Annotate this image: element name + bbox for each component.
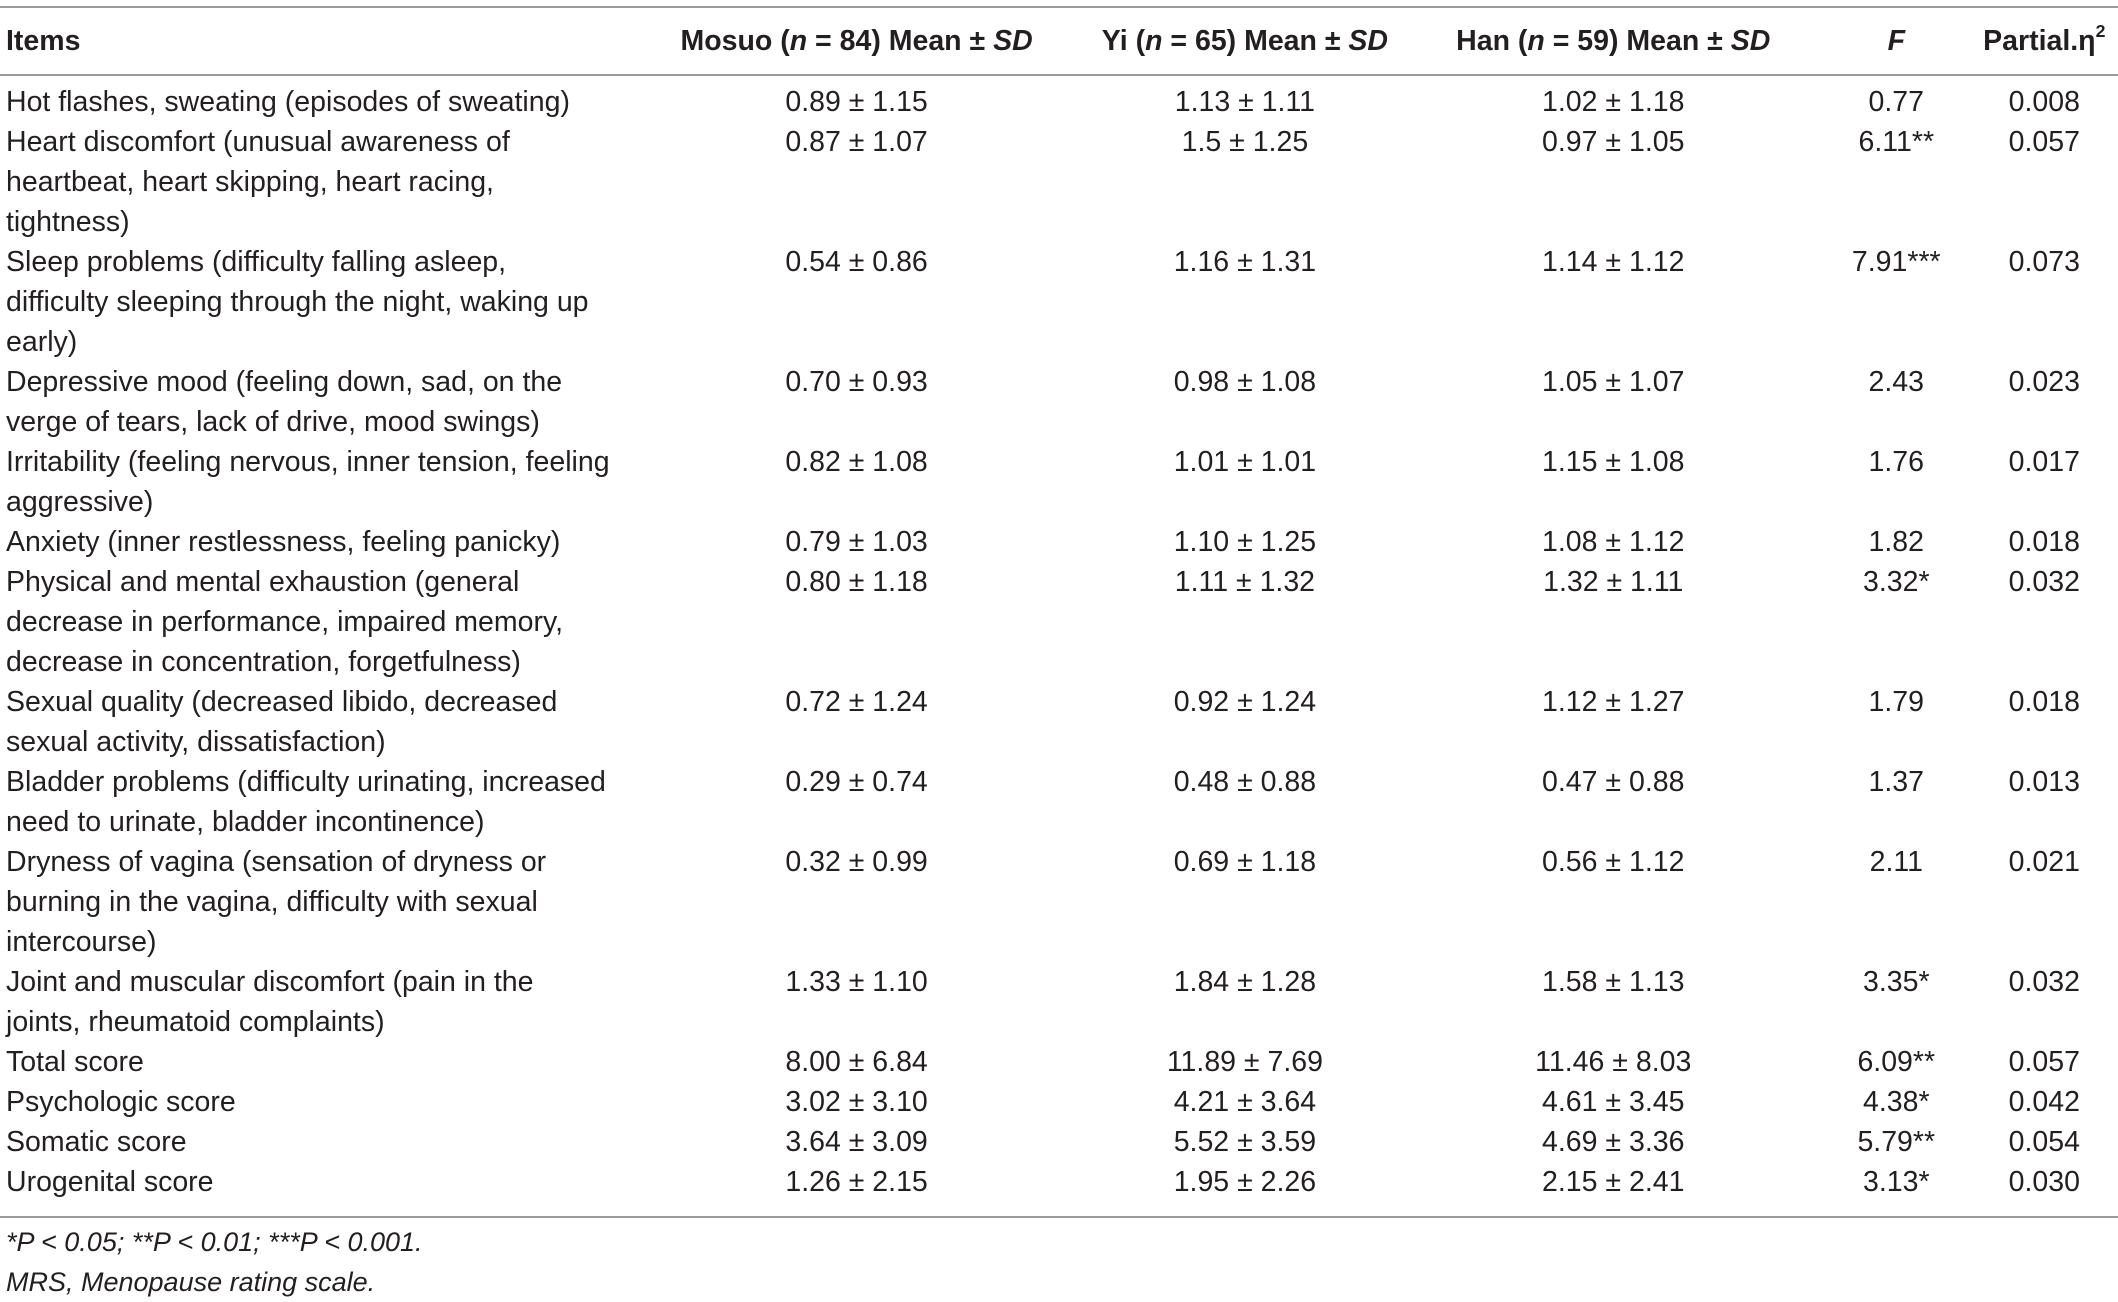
cell-partial-eta: 0.073 [2008, 246, 2080, 278]
cell-item: Somatic score [6, 1126, 187, 1158]
cell-mosuo: 0.54 ± 0.86 [785, 246, 928, 278]
cell-yi: 0.92 ± 1.24 [1173, 686, 1317, 718]
cell-f: 6.11** [1858, 126, 1935, 158]
header-items: Items [6, 25, 81, 57]
cell-item: Psychologic score [6, 1086, 236, 1118]
cell-partial-eta: 0.018 [2008, 686, 2080, 718]
cell-mosuo: 0.82 ± 1.08 [785, 446, 928, 478]
header-f: F [1887, 25, 1905, 57]
cell-partial-eta: 0.042 [2008, 1086, 2080, 1118]
cell-yi: 1.16 ± 1.31 [1173, 246, 1317, 278]
cell-mosuo: 3.64 ± 3.09 [785, 1126, 928, 1158]
table-header [0, 7, 2118, 75]
cell-han: 11.46 ± 8.03 [1535, 1046, 1692, 1078]
cell-item: Total score [6, 1046, 144, 1078]
cell-f: 3.32* [1862, 566, 1930, 598]
cell-item: Anxiety (inner restlessness, feeling panicky) [6, 526, 561, 558]
cell-han: 4.69 ± 3.36 [1542, 1126, 1685, 1158]
cell-item: Irritability (feeling nervous, inner tension, feeling aggressive) [6, 446, 610, 518]
table-bottom-rule [0, 1216, 2118, 1218]
cell-f: 3.35* [1862, 966, 1930, 998]
cell-partial-eta: 0.013 [2008, 766, 2080, 798]
cell-mosuo: 0.72 ± 1.24 [785, 686, 928, 718]
cell-yi: 4.21 ± 3.64 [1173, 1086, 1317, 1118]
cell-han: 1.15 ± 1.08 [1542, 446, 1685, 478]
cell-yi: 5.52 ± 3.59 [1173, 1126, 1317, 1158]
cell-han: 1.32 ± 1.11 [1543, 566, 1684, 598]
cell-item: Sleep problems (difficulty falling asleep, difficulty sleeping through the night, waking up early) [6, 246, 589, 358]
cell-han: 0.47 ± 0.88 [1542, 766, 1685, 798]
cell-yi: 1.95 ± 2.26 [1173, 1166, 1317, 1198]
cell-partial-eta: 0.017 [2008, 446, 2080, 478]
cell-han: 1.05 ± 1.07 [1542, 366, 1685, 398]
cell-mosuo: 0.32 ± 0.99 [785, 846, 928, 878]
cell-partial-eta: 0.057 [2008, 126, 2080, 158]
cell-mosuo: 3.02 ± 3.10 [785, 1086, 928, 1118]
cell-partial-eta: 0.008 [2008, 86, 2080, 118]
cell-item: Joint and muscular discomfort (pain in the joints, rheumatoid complaints) [6, 966, 534, 1038]
footnote-significance: *P < 0.05; **P < 0.01; ***P < 0.001. [6, 1227, 423, 1257]
cell-partial-eta: 0.030 [2008, 1166, 2080, 1198]
header-han: Han (n = 59) Mean ± SD [1456, 25, 1771, 57]
cell-f: 1.76 [1868, 446, 1925, 478]
table-row [0, 75, 2118, 122]
cell-f: 0.77 [1868, 86, 1925, 118]
table-row [0, 562, 2118, 682]
table-row [0, 1122, 2118, 1162]
cell-f: 6.09** [1857, 1046, 1936, 1078]
cell-partial-eta: 0.032 [2008, 566, 2080, 598]
table-body [0, 75, 2118, 1216]
cell-f: 2.43 [1868, 366, 1925, 398]
cell-f: 1.37 [1868, 766, 1925, 798]
cell-item: Depressive mood (feeling down, sad, on the verge of tears, lack of drive, mood swings) [6, 366, 563, 438]
cell-mosuo: 8.00 ± 6.84 [785, 1046, 928, 1078]
cell-item: Sexual quality (decreased libido, decreased sexual activity, dissatisfaction) [6, 686, 558, 758]
cell-mosuo: 0.87 ± 1.07 [785, 126, 928, 158]
cell-han: 1.58 ± 1.13 [1542, 966, 1685, 998]
table-row [0, 242, 2118, 362]
cell-partial-eta: 0.018 [2008, 526, 2080, 558]
cell-han: 4.61 ± 3.45 [1542, 1086, 1685, 1118]
table-footnotes [6, 1222, 423, 1302]
cell-yi: 1.84 ± 1.28 [1173, 966, 1317, 998]
cell-mosuo: 0.80 ± 1.18 [785, 566, 928, 598]
cell-mosuo: 0.79 ± 1.03 [785, 526, 928, 558]
header-partial-eta: $Partial.\eta^2$ [1983, 20, 2106, 57]
cell-partial-eta: 0.023 [2008, 366, 2080, 398]
cell-mosuo: 0.70 ± 0.93 [785, 366, 928, 398]
cell-item: Heart discomfort (unusual awareness of heartbeat, heart skipping, heart racing, tightness) [6, 126, 510, 238]
cell-yi: 1.11 ± 1.32 [1174, 566, 1316, 598]
cell-han: 0.97 ± 1.05 [1542, 126, 1685, 158]
cell-han: 1.14 ± 1.12 [1542, 246, 1685, 278]
cell-f: 1.79 [1868, 686, 1925, 718]
cell-yi: 0.48 ± 0.88 [1173, 766, 1317, 798]
cell-f: 3.13* [1862, 1166, 1930, 1198]
cell-yi: 0.98 ± 1.08 [1173, 366, 1317, 398]
cell-partial-eta: 0.054 [2008, 1126, 2080, 1158]
cell-item: Hot flashes, sweating (episodes of sweating) [6, 86, 570, 118]
cell-partial-eta: 0.057 [2008, 1046, 2080, 1078]
cell-yi: 1.5 ± 1.25 [1181, 126, 1309, 158]
header-yi: Yi (n = 65) Mean ± SD [1101, 25, 1388, 57]
header-row [0, 7, 2118, 75]
cell-yi: 1.01 ± 1.01 [1173, 446, 1317, 478]
cell-han: 1.02 ± 1.18 [1542, 86, 1685, 118]
table-row [0, 442, 2118, 522]
cell-mosuo: 1.26 ± 2.15 [785, 1166, 928, 1198]
table-row [0, 122, 2118, 242]
header-mosuo: Mosuo (n = 84) Mean ± SD [680, 25, 1033, 57]
cell-f: 5.79** [1857, 1126, 1936, 1158]
table-row [0, 522, 2118, 562]
cell-han: 0.56 ± 1.12 [1542, 846, 1685, 878]
cell-mosuo: 0.89 ± 1.15 [785, 86, 928, 118]
cell-f: 7.91*** [1851, 246, 1941, 278]
cell-yi: 1.10 ± 1.25 [1173, 526, 1317, 558]
cell-item: Urogenital score [6, 1166, 214, 1198]
table-row [0, 682, 2118, 762]
cell-item: Dryness of vagina (sensation of dryness or burning in the vagina, difficulty with sexual intercourse) [6, 846, 547, 958]
cell-mosuo: 0.29 ± 0.74 [785, 766, 928, 798]
table-row [0, 962, 2118, 1042]
table-row [0, 842, 2118, 962]
cell-yi: 1.13 ± 1.11 [1174, 86, 1316, 118]
table-row [0, 762, 2118, 842]
cell-item: Bladder problems (difficulty urinating, increased need to urinate, bladder incontinence) [6, 766, 606, 838]
table-row [0, 1042, 2118, 1082]
cell-han: 2.15 ± 2.41 [1542, 1166, 1685, 1198]
cell-yi: 0.69 ± 1.18 [1173, 846, 1317, 878]
table-row [0, 1082, 2118, 1122]
cell-mosuo: 1.33 ± 1.10 [785, 966, 928, 998]
table-row [0, 362, 2118, 442]
cell-han: 1.08 ± 1.12 [1542, 526, 1685, 558]
table-row [0, 1162, 2118, 1216]
footnote-abbreviation: MRS, Menopause rating scale. [6, 1267, 376, 1297]
cell-han: 1.12 ± 1.27 [1542, 686, 1685, 718]
cell-f: 4.38* [1862, 1086, 1930, 1118]
cell-f: 2.11 [1869, 846, 1923, 878]
cell-partial-eta: 0.032 [2008, 966, 2080, 998]
cell-partial-eta: 0.021 [2008, 846, 2080, 878]
mrs-comparison-table [0, 6, 2118, 1216]
cell-item: Physical and mental exhaustion (general decrease in performance, impaired memory, decrease in concentration, forgetfulness) [6, 566, 564, 678]
cell-yi: 11.89 ± 7.69 [1166, 1046, 1323, 1078]
cell-f: 1.82 [1868, 526, 1925, 558]
